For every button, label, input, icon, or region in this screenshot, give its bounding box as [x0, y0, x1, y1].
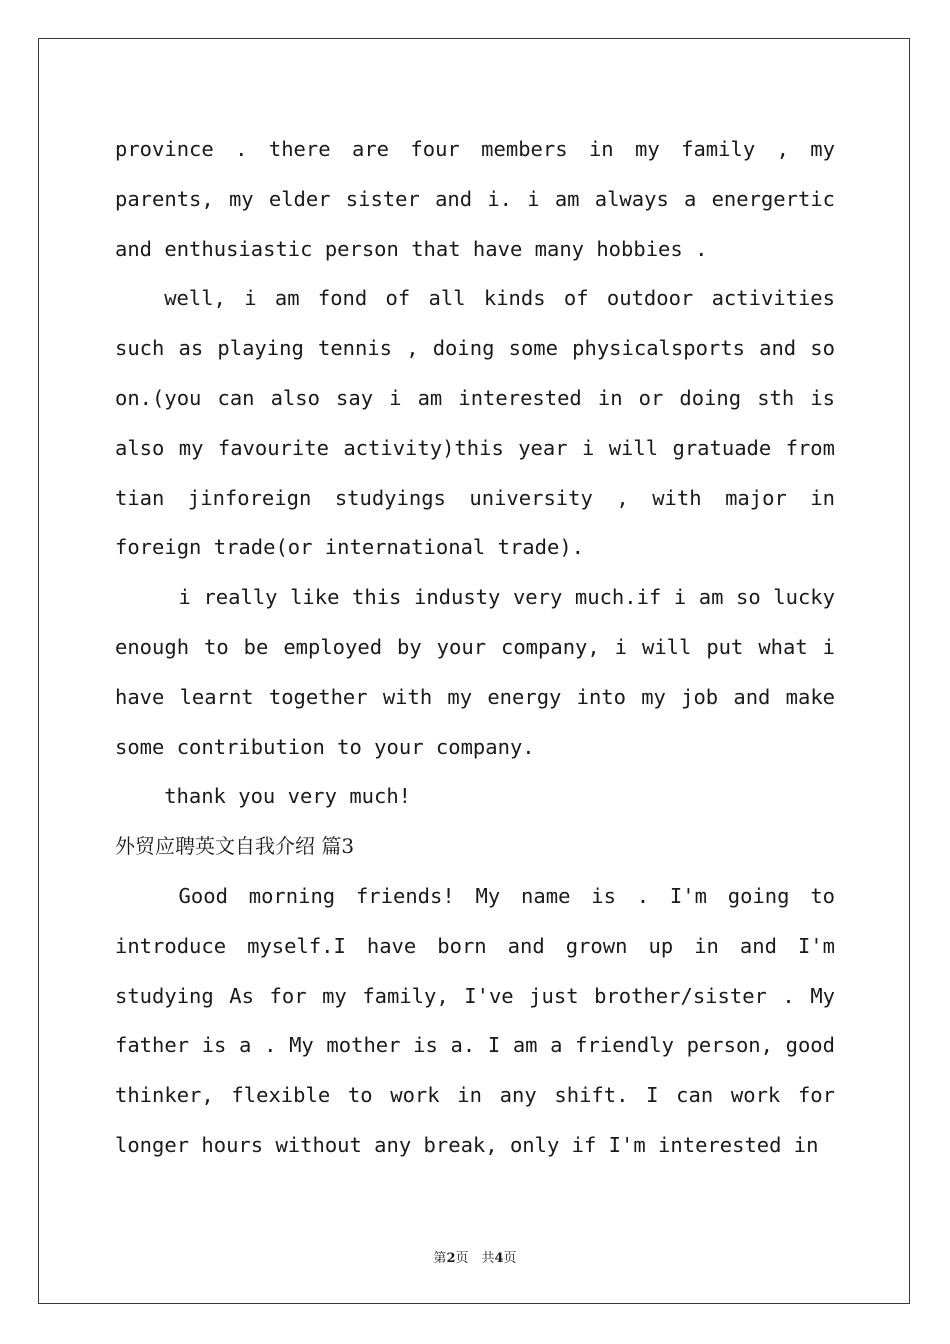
page-current: 2: [446, 1251, 456, 1266]
paragraph: thank you very much!: [164, 784, 412, 809]
page-prefix: 第: [433, 1251, 447, 1266]
paragraph: well, i am fond of all kinds of outdoor activities such as playing tennis , doing some physicalsports and so on.(you can also say i am interested in or doing sth is also my favourite activity)this year i will gratuade from tian jinforeign studyings university , with major in foreign trade(or international trade).: [115, 286, 835, 560]
page-mid: 页 共: [455, 1251, 495, 1266]
paragraph: i really like this industy very much.if i am so lucky enough to be employed by your company, i will put what i have learnt together with my energy into my job and make some contribution to your company.: [115, 585, 835, 759]
section-heading: 外贸应聘英文自我介绍 篇3: [115, 834, 355, 859]
paragraph: province . there are four members in my family , my parents, my elder sister and i. i am always a energertic and enthusiastic person that have many hobbies .: [115, 137, 835, 261]
paragraph: Good morning friends! My name is . I'm going to introduce myself.I have born and grown up in and I'm studying As for my family, I've just brother/sister . My father is a . My mother is a. I am a friendly person, good thinker, flexible to work in any shift. I can work for longer hours without any break, only if I'm interested in: [115, 883, 835, 1157]
page-suffix: 页: [503, 1251, 517, 1266]
document-body: [115, 125, 835, 1171]
page-total: 4: [494, 1251, 504, 1266]
page-number-footer: [0, 1247, 950, 1266]
